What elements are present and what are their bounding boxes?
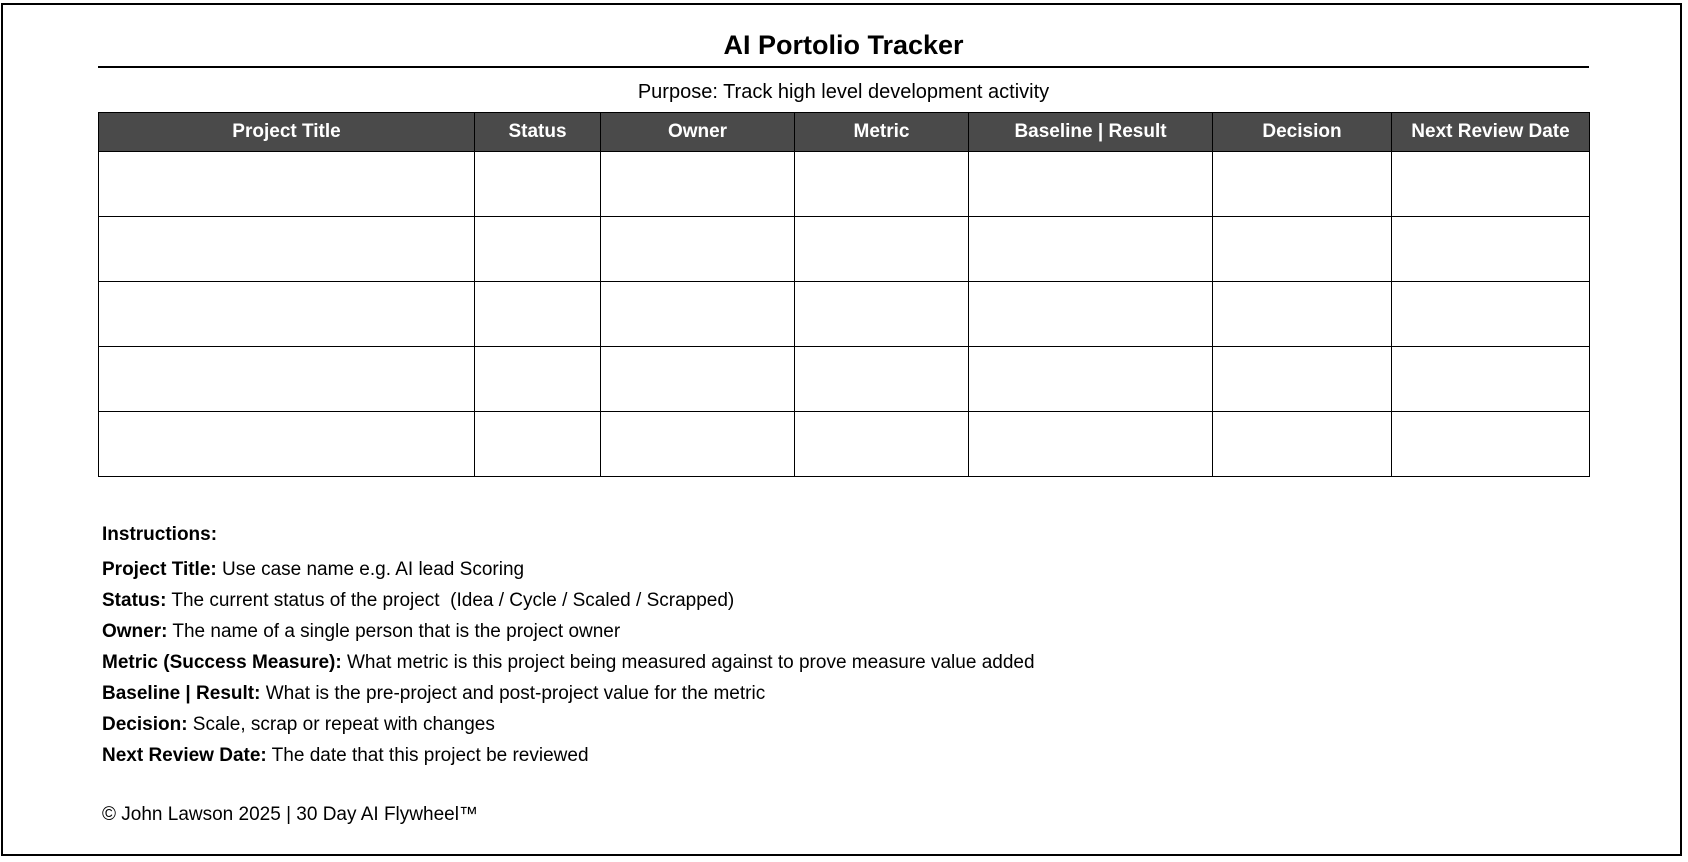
column-header-metric: Metric	[795, 113, 969, 152]
cell-owner[interactable]	[601, 282, 795, 347]
cell-owner[interactable]	[601, 217, 795, 282]
instruction-text: The date that this project be reviewed	[266, 745, 589, 766]
cell-project-title[interactable]	[99, 217, 475, 282]
cell-project-title[interactable]	[99, 412, 475, 477]
instruction-text: Scale, scrap or repeat with changes	[187, 714, 495, 735]
cell-baseline-result[interactable]	[969, 152, 1213, 217]
cell-status[interactable]	[475, 152, 601, 217]
cell-status[interactable]	[475, 217, 601, 282]
instruction-term: Project Title:	[102, 559, 217, 580]
column-header-owner: Owner	[601, 113, 795, 152]
cell-metric[interactable]	[795, 217, 969, 282]
table-row	[99, 282, 1590, 347]
cell-owner[interactable]	[601, 412, 795, 477]
cell-decision[interactable]	[1213, 217, 1392, 282]
page-title: AI Portolio Tracker	[723, 30, 964, 60]
table-row	[99, 217, 1590, 282]
instruction-term: Baseline | Result:	[102, 683, 261, 704]
instruction-text: What metric is this project being measured against to prove measure value added	[341, 652, 1035, 673]
table-row	[99, 412, 1590, 477]
purpose-text: Purpose: Track high level development activity	[637, 81, 1050, 103]
instruction-baseline-result	[102, 678, 1035, 709]
table-row	[99, 152, 1590, 217]
cell-owner[interactable]	[601, 152, 795, 217]
cell-decision[interactable]	[1213, 282, 1392, 347]
cell-next-review-date[interactable]	[1392, 412, 1590, 477]
instruction-owner	[102, 616, 1035, 647]
cell-decision[interactable]	[1213, 347, 1392, 412]
column-header-decision: Decision	[1213, 113, 1392, 152]
cell-next-review-date[interactable]	[1392, 152, 1590, 217]
cell-project-title[interactable]	[99, 152, 475, 217]
instruction-term: Status:	[102, 590, 167, 611]
instruction-next-review-date	[102, 740, 1035, 771]
title-divider	[98, 66, 1589, 68]
cell-next-review-date[interactable]	[1392, 282, 1590, 347]
column-header-project-title: Project Title	[99, 113, 475, 152]
cell-next-review-date[interactable]	[1392, 347, 1590, 412]
table-header-row	[99, 113, 1590, 152]
instruction-decision	[102, 709, 1035, 740]
column-header-baseline-result: Baseline | Result	[969, 113, 1213, 152]
instruction-text: The name of a single person that is the project owner	[167, 621, 621, 642]
instructions-heading: Instructions:	[102, 524, 218, 545]
cell-baseline-result[interactable]	[969, 347, 1213, 412]
cell-baseline-result[interactable]	[969, 217, 1213, 282]
instruction-text: What is the pre-project and post-project value for the metric	[260, 683, 766, 704]
cell-project-title[interactable]	[99, 347, 475, 412]
cell-metric[interactable]	[795, 412, 969, 477]
instruction-term: Owner:	[102, 621, 168, 642]
cell-next-review-date[interactable]	[1392, 217, 1590, 282]
instruction-text: Use case name e.g. AI lead Scoring	[216, 559, 525, 580]
cell-metric[interactable]	[795, 282, 969, 347]
cell-metric[interactable]	[795, 347, 969, 412]
cell-owner[interactable]	[601, 347, 795, 412]
cell-project-title[interactable]	[99, 282, 475, 347]
cell-decision[interactable]	[1213, 152, 1392, 217]
instruction-text: The current status of the project (Idea / Cycle / Scaled / Scrapped)	[166, 590, 735, 611]
instructions-section	[102, 519, 1035, 771]
instruction-status	[102, 585, 1035, 616]
instruction-metric	[102, 647, 1035, 678]
instruction-term: Next Review Date:	[102, 745, 267, 766]
cell-status[interactable]	[475, 282, 601, 347]
cell-metric[interactable]	[795, 152, 969, 217]
instruction-term: Decision:	[102, 714, 188, 735]
instruction-project-title	[102, 554, 1035, 585]
cell-baseline-result[interactable]	[969, 412, 1213, 477]
cell-status[interactable]	[475, 347, 601, 412]
tracker-table	[98, 112, 1590, 477]
cell-decision[interactable]	[1213, 412, 1392, 477]
column-header-next-review-date: Next Review Date	[1392, 113, 1590, 152]
cell-baseline-result[interactable]	[969, 282, 1213, 347]
copyright-footer: © John Lawson 2025 | 30 Day AI Flywheel™	[102, 804, 478, 825]
instruction-term: Metric (Success Measure):	[102, 652, 342, 673]
column-header-status: Status	[475, 113, 601, 152]
table-row	[99, 347, 1590, 412]
cell-status[interactable]	[475, 412, 601, 477]
